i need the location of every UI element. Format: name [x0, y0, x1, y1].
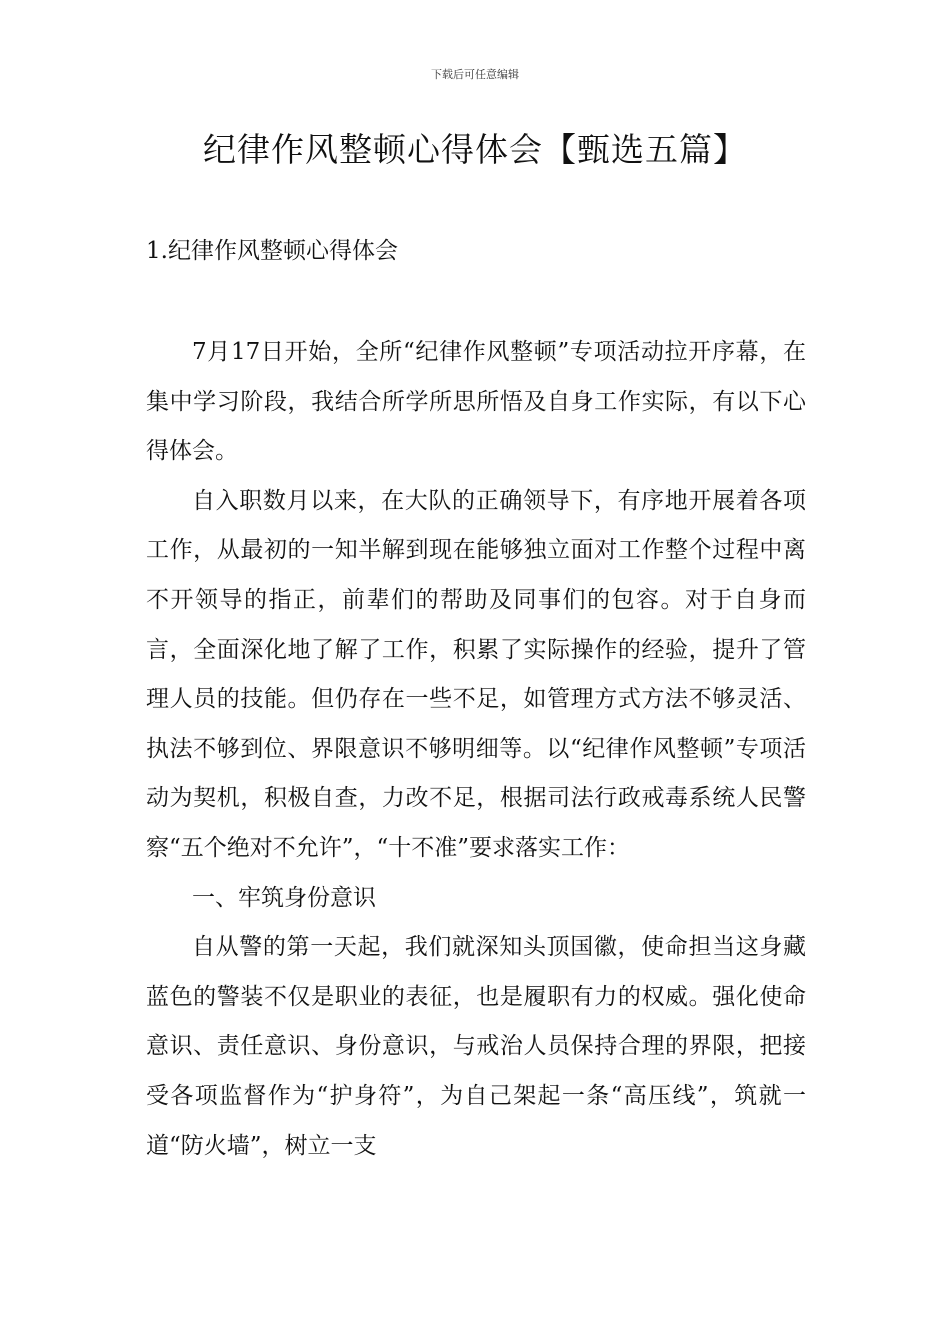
paragraph-1: 7月17日开始，全所“纪律作风整顿”专项活动拉开序幕，在集中学习阶段，我结合所学所思所悟及自身工作实际，有以下心得体会。	[146, 339, 806, 465]
header-note: 下载后可任意编辑	[431, 68, 519, 81]
paragraph-subheading: 一、牢筑身份意识	[192, 884, 376, 911]
paragraph-3: 自从警的第一天起，我们就深知头顶国徽，使命担当这身藏蓝色的警装不仅是职业的表征，也是履职有力的权威。强化使命意识、责任意识、身份意识，与戒治人员保持合理的界限，把接受各项监督作为“护身符”，为自己架起一条“高压线”，筑就一道“防火墙”，树立一支	[146, 934, 806, 1159]
section-heading: 1.纪律作风整顿心得体会	[146, 238, 398, 264]
document-title: 纪律作风整顿心得体会【甄选五篇】	[203, 130, 747, 169]
paragraph-2: 自入职数月以来，在大队的正确领导下，有序地开展着各项工作，从最初的一知半解到现在能够独立面对工作整个过程中离不开领导的指正，前辈们的帮助及同事们的包容。对于自身而言，全面深化地了解了工作，积累了实际操作的经验，提升了管理人员的技能。但仍存在一些不足，如管理方式方法不够灵活、执法不够到位、界限意识不够明细等。以“纪律作风整顿”专项活动为契机，积极自查，力改不足，根据司法行政戒毒系统人民警察“五个绝对不允许”，“十不准”要求落实工作：	[146, 487, 806, 861]
body-text	[146, 328, 806, 1171]
